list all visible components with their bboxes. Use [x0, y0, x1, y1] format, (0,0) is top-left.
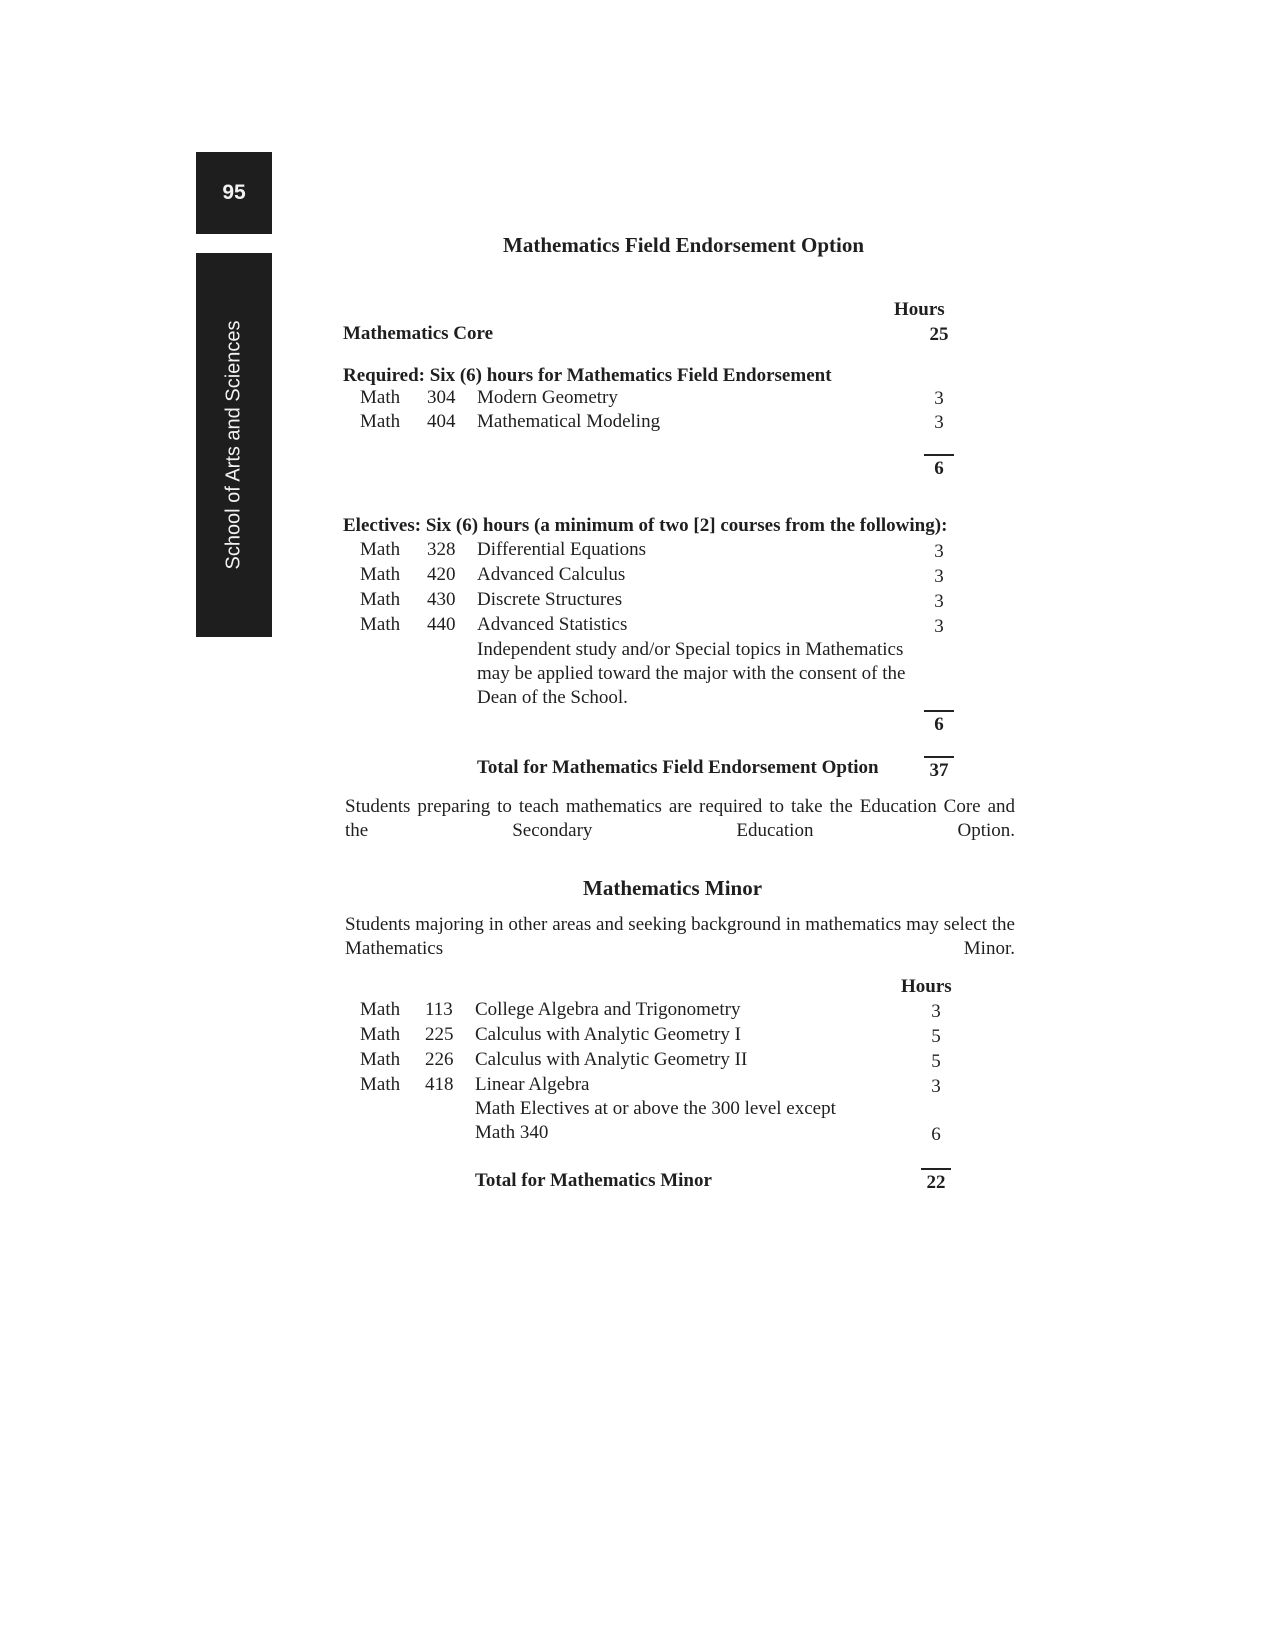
- electives-heading: Electives: Six (6) hours (a minimum of two [2] courses from the following):: [343, 515, 948, 536]
- course-title: Discrete Structures: [477, 589, 623, 610]
- section-tab: [196, 253, 272, 637]
- course-subject: Math: [360, 564, 401, 585]
- minor-title: Mathematics Minor: [583, 876, 763, 900]
- course-title: Mathematical Modeling: [477, 411, 661, 432]
- course-number: 418: [425, 1074, 454, 1095]
- course-number: 113: [425, 999, 453, 1020]
- course-number: 328: [427, 539, 456, 560]
- course-number: 440: [427, 614, 456, 635]
- minor-total-label: Total for Mathematics Minor: [475, 1170, 712, 1191]
- course-subject: Math: [360, 999, 401, 1020]
- course-title: Calculus with Analytic Geometry II: [475, 1049, 748, 1070]
- course-number: 226: [425, 1049, 454, 1070]
- page-number: 95: [222, 181, 246, 204]
- endorsement-total-label: Total for Mathematics Field Endorsement Option: [477, 757, 879, 778]
- course-number: 430: [427, 589, 456, 610]
- required-subtotal: 6: [924, 454, 954, 480]
- endorsement-title: Mathematics Field Endorsement Option: [503, 233, 865, 257]
- required-heading: Required: Six (6) hours for Mathematics Field Endorsement: [343, 365, 832, 386]
- course-hours: 3: [934, 591, 944, 612]
- minor-paragraph: Students majoring in other areas and seeking background in mathematics may select the Mathematics Minor.: [345, 914, 1015, 959]
- minor-total-hours: 22: [921, 1168, 951, 1194]
- course-hours: 3: [934, 541, 944, 562]
- course-subject: Math: [360, 1074, 401, 1095]
- course-title: Advanced Calculus: [477, 564, 626, 585]
- minor-electives-hours: 6: [931, 1124, 941, 1145]
- core-hours: 25: [929, 324, 949, 345]
- course-subject: Math: [360, 1024, 401, 1045]
- course-hours: 3: [934, 388, 944, 409]
- course-subject: Math: [360, 589, 401, 610]
- course-number: 420: [427, 564, 456, 585]
- course-hours: 3: [931, 1076, 941, 1097]
- course-title: Advanced Statistics: [477, 614, 628, 635]
- course-subject: Math: [360, 411, 401, 432]
- course-subject: Math: [360, 387, 401, 408]
- elective-note-line: Independent study and/or Special topics in Mathematics: [477, 639, 904, 660]
- course-number: 225: [425, 1024, 454, 1045]
- course-hours: 5: [931, 1026, 941, 1047]
- course-title: Linear Algebra: [475, 1074, 590, 1095]
- course-hours: 3: [934, 616, 944, 637]
- course-subject: Math: [360, 1049, 401, 1070]
- minor-electives-line: Math 340: [475, 1122, 549, 1143]
- course-hours: 3: [931, 1001, 941, 1022]
- elective-note-line: may be applied toward the major with the consent of the: [477, 663, 906, 684]
- course-title: College Algebra and Trigonometry: [475, 999, 741, 1020]
- elective-note-line: Dean of the School.: [477, 687, 628, 708]
- course-hours: 5: [931, 1051, 941, 1072]
- minor-electives-line: Math Electives at or above the 300 level except: [475, 1098, 836, 1119]
- course-hours: 3: [934, 412, 944, 433]
- endorsement-hours-header: Hours: [894, 299, 945, 320]
- course-title: Calculus with Analytic Geometry I: [475, 1024, 741, 1045]
- page-number-tab: [196, 152, 272, 234]
- core-label: Mathematics Core: [343, 323, 494, 344]
- course-title: Differential Equations: [477, 539, 647, 560]
- section-label: School of Arts and Sciences: [222, 320, 245, 570]
- course-number: 304: [427, 387, 456, 408]
- course-title: Modern Geometry: [477, 387, 618, 408]
- course-subject: Math: [360, 614, 401, 635]
- course-number: 404: [427, 411, 456, 432]
- endorsement-total-hours: 37: [924, 756, 954, 782]
- course-hours: 3: [934, 566, 944, 587]
- electives-subtotal: 6: [924, 710, 954, 736]
- minor-hours-header: Hours: [901, 976, 952, 997]
- course-subject: Math: [360, 539, 401, 560]
- endorsement-paragraph: Students preparing to teach mathematics are required to take the Education Core and the Secondary Education Option.: [345, 796, 1015, 841]
